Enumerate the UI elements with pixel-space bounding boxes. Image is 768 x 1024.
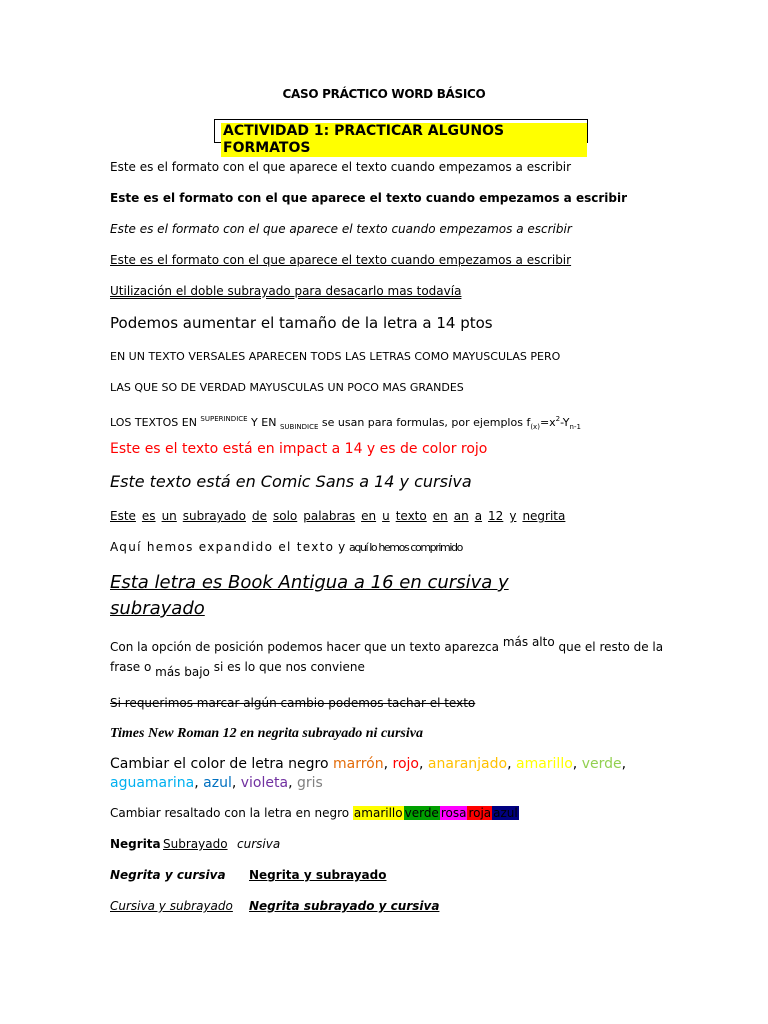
line-book-antigua: Esta letra es Book Antigua a 16 en cursiva y subrayado [110, 572, 509, 619]
combo-cursiva: cursiva [237, 837, 281, 851]
condensed-text: aquí lo hemos comprimido [349, 541, 462, 554]
scripts-text-1: LOS TEXTOS EN [110, 416, 201, 429]
line-strikethrough: Si requerimos marcar algún cambio podemos tachar el texto [110, 696, 476, 710]
underlined-word: un [161, 509, 177, 523]
scripts-text-4: =x [539, 416, 556, 429]
color-word: rojo [392, 756, 419, 772]
formula-x-sup: 2 [555, 415, 561, 423]
spacing-normal-text: y [334, 540, 350, 554]
document-title: CASO PRÁCTICO WORD BÁSICO [282, 87, 486, 101]
lowered-text: más bajo [155, 665, 210, 679]
highlight-word: amarillo [353, 806, 403, 820]
underlined-word: u [382, 509, 390, 523]
expanded-text: Aquí hemos expandido el texto [110, 540, 335, 554]
line-versales-2: LAS QUE SO DE VERDAD MAYUSCULAS UN POCO MAS GRANDES [110, 381, 464, 394]
line-spacing [110, 539, 462, 556]
line-normal: Este es el formato con el que aparece el texto cuando empezamos a escribir [110, 160, 572, 174]
color-word: marrón [333, 756, 384, 772]
underlined-word: Este [110, 509, 136, 523]
line-double-underline: Utilización el doble subrayado para desacarlo mas todavía [110, 284, 462, 298]
underlined-word: a [474, 509, 483, 523]
position-text-1: Con la opción de posición podemos hacer que un texto aparezca [110, 640, 503, 654]
position-text-3: frase o [110, 660, 156, 674]
color-word: verde [581, 756, 622, 772]
underlined-word: an [453, 509, 469, 523]
color-paragraph: Cambiar el color de letra negro marrón, rojo, anaranjado, amarillo, verde, aguamarina, azul, violeta, gris [110, 756, 627, 791]
combo-subrayado: Subrayado [163, 837, 228, 851]
combo-negrita: Negrita [110, 837, 161, 851]
scripts-text-2: Y EN [247, 416, 280, 429]
line-size14: Podemos aumentar el tamaño de la letra a 14 ptos [110, 314, 493, 332]
formula-y-sub: n-1 [569, 423, 581, 431]
color-prefix: Cambiar el color de letra negro [110, 756, 333, 772]
line-versales-1: EN UN TEXTO VERSALES APARECEN TODS LAS LETRAS COMO MAYUSCULAS PERO [110, 350, 561, 363]
raised-text: más alto [502, 635, 555, 649]
underlined-word: y [509, 509, 517, 523]
line-italic: Este es el formato con el que aparece el texto cuando empezamos a escribir [110, 222, 572, 236]
combo-negrita-subrayado-cursiva: Negrita subrayado y cursiva [249, 899, 440, 913]
highlight-word: rosa [440, 806, 467, 820]
highlight-word: azul [493, 806, 518, 820]
highlight-prefix: Cambiar resaltado con la letra en negro [110, 806, 353, 820]
position-text-2: que el resto de la [554, 640, 664, 654]
line-highlight [110, 805, 519, 821]
underlined-word: solo [272, 509, 298, 523]
underlined-word: subrayado [182, 509, 246, 523]
line-comic-sans: Este texto está en Comic Sans a 14 y cursiva [110, 472, 472, 491]
activity-box [214, 119, 588, 156]
underlined-word: negrita [522, 509, 566, 523]
scripts-text-3: se usan para formulas, por ejemplos f [318, 416, 531, 429]
line-super-sub [110, 411, 581, 435]
line-times-new-roman: Times New Roman 12 en negrita subrayado ni cursiva [110, 726, 423, 741]
line-position-1 [110, 635, 664, 655]
color-word: amarillo [515, 756, 573, 772]
line-word-underline [110, 508, 565, 524]
color-word: aguamarina [110, 775, 195, 791]
position-text-4: si es lo que nos conviene [209, 660, 365, 674]
underlined-word: palabras [303, 509, 356, 523]
underlined-word: 12 [488, 509, 504, 523]
line-impact-red: Este es el texto está en impact a 14 y es de color rojo [110, 441, 488, 457]
underlined-word: en [361, 509, 377, 523]
underlined-word: en [432, 509, 448, 523]
highlight-word: verde [404, 806, 439, 820]
underlined-word: de [251, 509, 267, 523]
underlined-word: es [141, 509, 156, 523]
color-word: gris [296, 775, 323, 791]
subindice-text: SUBINDICE [279, 423, 319, 431]
color-word: violeta [240, 775, 289, 791]
combo-cursiva-subrayado: Cursiva y subrayado [110, 899, 233, 913]
line-bold: Este es el formato con el que aparece el texto cuando empezamos a escribir [110, 191, 628, 205]
scripts-text-5: -Y [560, 416, 570, 429]
color-word: anaranjado [427, 756, 508, 772]
line-underline: Este es el formato con el que aparece el texto cuando empezamos a escribir [110, 253, 572, 267]
combo-negrita-cursiva: Negrita y cursiva [110, 868, 226, 882]
highlight-word: roja [468, 806, 492, 820]
underlined-word: texto [395, 509, 427, 523]
color-word: azul [203, 775, 232, 791]
line-position-2 [110, 659, 365, 679]
combo-negrita-subrayado: Negrita y subrayado [249, 868, 387, 882]
superindice-text: SUPERINDICE [200, 415, 248, 423]
formula-f-sub: (x) [530, 423, 540, 431]
activity-heading: ACTIVIDAD 1: PRACTICAR ALGUNOS FORMATOS [221, 123, 587, 157]
